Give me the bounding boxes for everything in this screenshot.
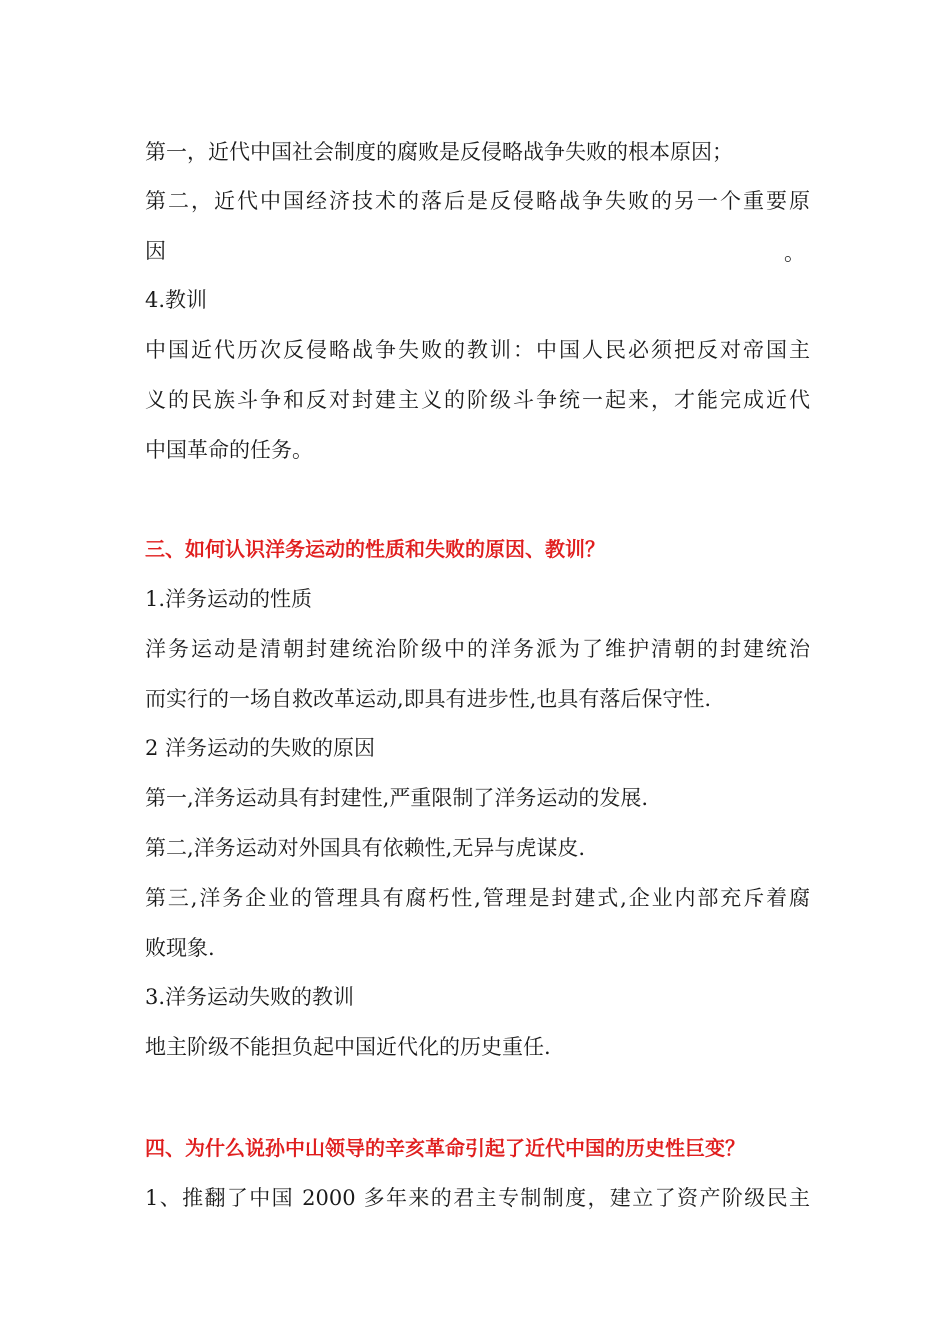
- paragraph-point-1-line-1: 1、推翻了中国 2000 多年来的君主专制制度，建立了资产阶级民主: [145, 1186, 810, 1210]
- paragraph-failure-lesson: 地主阶级不能担负起中国近代化的历史重任.: [145, 1035, 551, 1059]
- subheading-cause: 2 洋务运动的失败的原因: [145, 736, 376, 760]
- paragraph-cause-3-line-1: 第三,洋务企业的管理具有腐朽性,管理是封建式,企业内部充斥着腐: [145, 886, 810, 910]
- paragraph-lesson-line-3: 中国革命的任务。: [145, 438, 313, 462]
- paragraph-reason-1: 第一，近代中国社会制度的腐败是反侵略战争失败的根本原因；: [145, 140, 733, 164]
- subheading-failure-lesson: 3.洋务运动失败的教训: [145, 985, 355, 1009]
- paragraph-cause-1: 第一,洋务运动具有封建性,严重限制了洋务运动的发展.: [145, 786, 649, 810]
- subheading-nature: 1.洋务运动的性质: [145, 587, 313, 611]
- paragraph-reason-2-end-mark: 。: [784, 241, 805, 265]
- paragraph-cause-3-line-2: 败现象.: [145, 936, 215, 960]
- section-4-heading: 四、为什么说孙中山领导的辛亥革命引起了近代中国的历史性巨变？: [145, 1136, 745, 1160]
- subheading-lesson: 4.教训: [145, 288, 208, 312]
- paragraph-cause-2: 第二,洋务运动对外国具有依赖性,无异与虎谋皮.: [145, 836, 586, 860]
- paragraph-reason-2-line-2: 因: [145, 239, 166, 263]
- paragraph-lesson-line-2: 义的民族斗争和反对封建主义的阶级斗争统一起来，才能完成近代: [145, 388, 810, 412]
- paragraph-nature-line-1: 洋务运动是清朝封建统治阶级中的洋务派为了维护清朝的封建统治: [145, 637, 810, 661]
- paragraph-nature-line-2: 而实行的一场自救改革运动,即具有进步性,也具有落后保守性.: [145, 687, 712, 711]
- paragraph-lesson-line-1: 中国近代历次反侵略战争失败的教训：中国人民必须把反对帝国主: [145, 338, 810, 362]
- section-3-heading: 三、如何认识洋务运动的性质和失败的原因、教训？: [145, 537, 605, 561]
- paragraph-reason-2-line-1: 第二，近代中国经济技术的落后是反侵略战争失败的另一个重要原: [145, 189, 810, 213]
